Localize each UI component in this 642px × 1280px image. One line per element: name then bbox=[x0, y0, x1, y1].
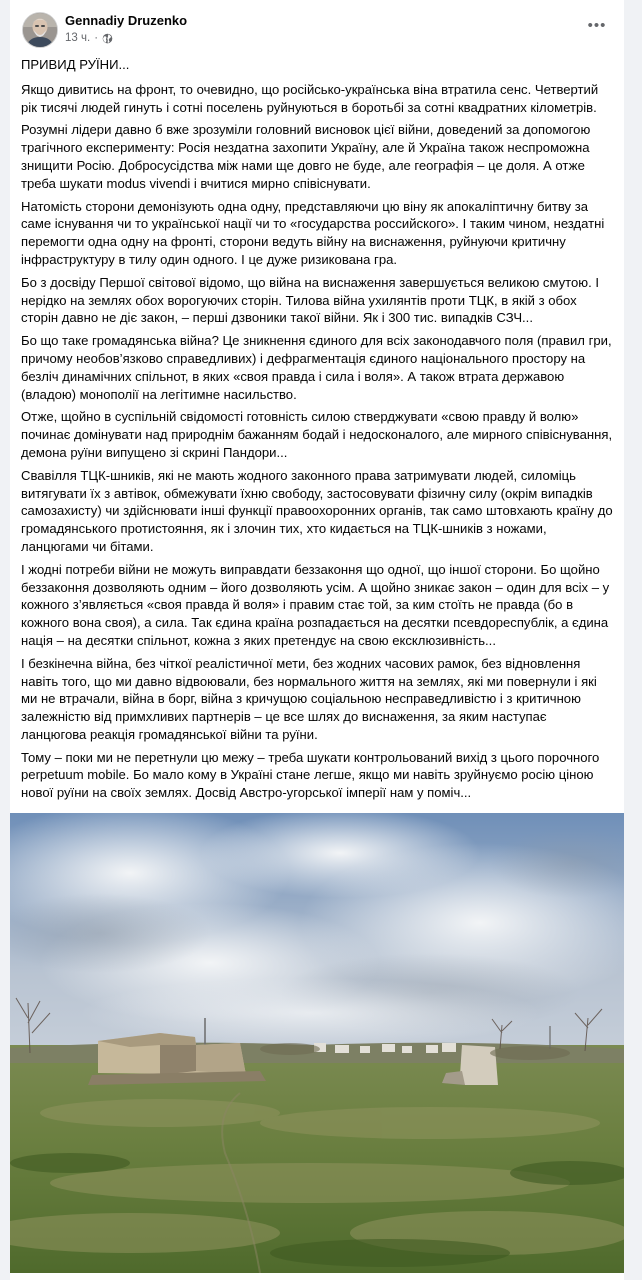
post-title: ПРИВИД РУЇНИ... bbox=[21, 57, 130, 72]
paragraph: Натомість сторони демонізують одна одну, представляючи цю віну як апокаліптичну битву за саме існування чи то української нації чи то «государства российского». І таким чином, нездатні перемогти одна одну на фронті, сторони ведуть війну на виснаження, руйнуючи критичну інфраструктуру в тилу один одного. І це дуже ризикована гра. bbox=[21, 198, 605, 267]
post-meta bbox=[65, 32, 113, 44]
paragraph: Бо з досвіду Першої світової відомо, що війна на виснаження завершується великою смутою. І нерідко на землях обох ворогуючих сторін. Тилова війна ухилянтів проти ТЦК, в якій з обох сторін давно не діє закон, – перші дзвоники такої війни. Як і 300 тис. випадків СЗЧ... bbox=[21, 274, 600, 326]
more-options-icon[interactable]: ••• bbox=[587, 17, 607, 34]
post-header bbox=[22, 12, 612, 52]
paragraph: І безкінечна війна, без чіткої реалістичної мети, без жодних часових рамок, без відновлення навіть того, що ми давно відвоювали, без нормального життя на землях, які ми повернули і які ми не втрачали, війна в борг, війна з кричущою соціальною несправедливістю і з критичною залежністю від примхливих партнерів – це все шлях до виснаження, за яким наступає ланцюгова реакція громадянської війни та руїни. bbox=[21, 655, 597, 742]
paragraph: Тому – поки ми не перетнули цю межу – треба шукати контрольований вихід з цього порочного perpetuum mobile. Бо мало кому в Україні стане легше, якщо ми навіть зруйнуємо росію ціною нової руїни на своїх землях. Досвід Австро-угорської імперії нам у поміч... bbox=[21, 749, 600, 801]
paragraph: Бо що таке громадянська війна? Це зникнення єдиного для всіх законодавчого поля (правил гри, причому необов’язково справедливих) і дефрагментація єдиного національного простору на безліч динамічних спільнот, в яких «своя правда і сила і воля». А також втрата державою (владою) монополії на легітимне насильство. bbox=[21, 333, 612, 402]
paragraph: Якщо дивитись на фронт, то очевидно, що російсько-українська віна втратила сенс. Четвертий рік тисячі людей гинуть і сотні поселень руйнуються в боротьбі за сотні квадратних кілометрів. bbox=[21, 81, 599, 115]
ruins-landscape-image bbox=[10, 813, 624, 1273]
meta-separator: · bbox=[94, 32, 99, 44]
avatar-photo bbox=[23, 13, 57, 47]
paragraph: Розумні лідери давно б вже зрозуміли головний висновок цієї війни, доведений за допомогою трагічного експерименту: Росія нездатна захопити Україну, але й Україна також неспроможна знищити Росію. Добросусідства між нами ще довго не буде, але географія – це доля. А отже треба шукати modus vivendi і вчитися мирно співіснувати. bbox=[21, 122, 591, 191]
post-photo[interactable] bbox=[10, 813, 624, 1273]
paragraph: Свавілля ТЦК-шників, які не мають жодного законного права затримувати людей, силоміць витягувати їх з автівок, обмежувати їхню свободу, застосовувати фізичну силу (окрім випадків самозахисту) чи здійснювати інші функції правоохоронних органів, так само штовхають країну до громадянського протистояння, як і злочин тих, хто кидається на ТЦК-шників з ножами, ланцюгами чи бітами. bbox=[21, 467, 613, 554]
paragraph: Отже, щойно в суспільній свідомості готовність силою стверджувати «свою правду й волю» починає домінувати над природнім бажанням бодай і недосконалого, але мирного співіснування, демона руїни випущено зі скрині Пандори... bbox=[21, 409, 613, 460]
post-card bbox=[10, 0, 624, 1280]
author-name[interactable]: Gennadiy Druzenko bbox=[65, 13, 188, 28]
avatar[interactable] bbox=[22, 12, 58, 48]
globe-icon[interactable] bbox=[102, 33, 113, 44]
paragraph: І жодні потреби війни не можуть виправдати беззаконня що одної, що іншої сторони. Бо щойно беззаконня дозволяють одним – його дозволяють усім. А щойно зникає закон – один для всіх – у кожного з’являється «своя правдa й воля» і правим стає той, за ким стоїть не правда (бо в кожного вона своя), а сила. Так єдина країна розпадається на десятки псевдореспублік, а єдина нація – на десятки спільнот, кожна з яких претендує на свою ексклюзивність... bbox=[21, 561, 610, 648]
post-text bbox=[21, 56, 613, 807]
post-time[interactable]: 13 ч. bbox=[65, 32, 91, 44]
